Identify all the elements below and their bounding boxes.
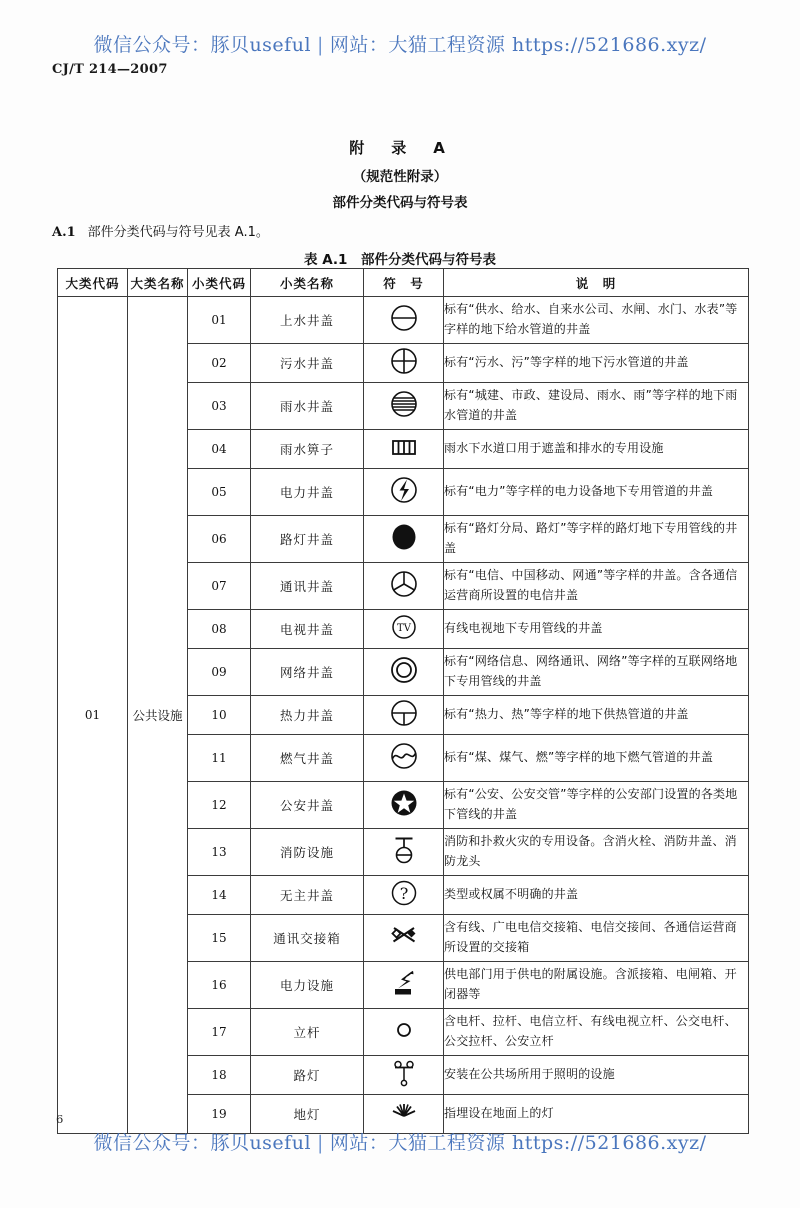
sub-name-cell: 通讯井盖 (251, 563, 364, 610)
description-cell: 有线电视地下专用管线的井盖 (444, 610, 749, 649)
symbol-cell (364, 516, 444, 563)
table-body (58, 297, 749, 1134)
description-cell: 标有“电信、中国移动、网通”等字样的井盖。含各通信运营商所设置的电信井盖 (444, 563, 749, 610)
sub-name-cell: 消防设施 (251, 829, 364, 876)
codes-table (57, 268, 749, 1134)
circle-star-icon (387, 786, 421, 820)
column-header-major-code: 大类代码 (58, 269, 128, 297)
symbol-cell (364, 649, 444, 696)
description-cell: 标有“煤、煤气、燃”等字样的地下燃气管道的井盖 (444, 735, 749, 782)
appendix-title: 附 录 A (349, 139, 451, 157)
svg-text:?: ? (399, 884, 408, 903)
sub-name-cell: 立杆 (251, 1009, 364, 1056)
circle-hatched-icon (387, 387, 421, 421)
sub-code-cell: 07 (188, 563, 251, 610)
power-box-bolt-icon (387, 966, 421, 1000)
symbol-cell (364, 915, 444, 962)
column-header-sub-code: 小类代码 (188, 269, 251, 297)
symbol-cell (364, 782, 444, 829)
description-cell: 标有“路灯分局、路灯”等字样的路灯地下专用管线的井盖 (444, 516, 749, 563)
description-cell: 含有线、广电电信交接箱、电信交接间、各通信运营商所设置的交接箱 (444, 915, 749, 962)
sub-name-cell: 网络井盖 (251, 649, 364, 696)
sub-code-cell: 16 (188, 962, 251, 1009)
crossed-diamonds-icon (387, 919, 421, 953)
clause-a1 (52, 221, 269, 240)
description-cell: 安装在公共场所用于照明的设施 (444, 1056, 749, 1095)
circle-question-icon (387, 876, 421, 910)
sub-code-cell: 12 (188, 782, 251, 829)
column-header-sub-name: 小类名称 (251, 269, 364, 297)
sub-code-cell: 05 (188, 469, 251, 516)
sub-code-cell: 09 (188, 649, 251, 696)
grate-icon (387, 430, 421, 464)
description-cell: 消防和扑救火灾的专用设备。含消火栓、消防井盖、消防龙头 (444, 829, 749, 876)
filled-circle-icon (387, 520, 421, 554)
small-circle-icon (387, 1013, 421, 1047)
watermark-wechat: 微信公众号：豚贝useful (93, 34, 312, 56)
codes-table-wrapper (57, 268, 748, 1134)
description-cell: 类型或权属不明确的井盖 (444, 876, 749, 915)
description-cell: 标有“网络信息、网络通讯、网络”等字样的互联网络地下专用管线的井盖 (444, 649, 749, 696)
sub-name-cell: 无主井盖 (251, 876, 364, 915)
sub-code-cell: 17 (188, 1009, 251, 1056)
sub-name-cell: 路灯井盖 (251, 516, 364, 563)
sub-name-cell: 路灯 (251, 1056, 364, 1095)
watermark-site: 网站：大猫工程资源 (329, 1132, 506, 1154)
table-row (58, 297, 749, 344)
symbol-cell (364, 563, 444, 610)
description-cell: 供电部门用于供电的附属设施。含派接箱、电闸箱、开闭器等 (444, 962, 749, 1009)
sub-code-cell: 18 (188, 1056, 251, 1095)
sub-name-cell: 地灯 (251, 1095, 364, 1134)
street-lamp-icon (387, 1056, 421, 1090)
circle-cross-icon (387, 344, 421, 378)
sub-code-cell: 02 (188, 344, 251, 383)
watermark-wechat: 微信公众号：豚贝useful (93, 1132, 312, 1154)
description-cell: 标有“热力、热”等字样的地下供热管道的井盖 (444, 696, 749, 735)
circle-hline-icon (387, 301, 421, 335)
sub-name-cell: 污水井盖 (251, 344, 364, 383)
ground-light-icon (387, 1095, 421, 1129)
description-cell: 含电杆、拉杆、电信立杆、有线电视立杆、公交电杆、公交拉杆、公安立杆 (444, 1009, 749, 1056)
symbol-cell (364, 610, 444, 649)
watermark-url: https://521686.xyz/ (511, 34, 707, 56)
sub-name-cell: 电视井盖 (251, 610, 364, 649)
description-cell: 指埋设在地面上的灯 (444, 1095, 749, 1134)
clause-text: 部件分类代码与符号见表 A.1。 (87, 225, 269, 240)
sub-code-cell: 15 (188, 915, 251, 962)
circle-tristar-icon (387, 567, 421, 601)
sub-name-cell: 燃气井盖 (251, 735, 364, 782)
description-cell: 雨水下水道口用于遮盖和排水的专用设施 (444, 430, 749, 469)
appendix-name: 部件分类代码与符号表 (332, 195, 468, 211)
symbol-cell (364, 344, 444, 383)
circle-wave-icon (387, 739, 421, 773)
svg-text:TV: TV (396, 623, 411, 634)
sub-name-cell: 电力设施 (251, 962, 364, 1009)
watermark-top (0, 30, 800, 57)
sub-code-cell: 01 (188, 297, 251, 344)
symbol-cell (364, 962, 444, 1009)
symbol-cell (364, 469, 444, 516)
circle-tbar-icon (387, 696, 421, 730)
symbol-cell (364, 1009, 444, 1056)
circle-tv-icon (387, 610, 421, 644)
watermark-url: https://521686.xyz/ (511, 1132, 707, 1154)
description-cell: 标有“城建、市政、建设局、雨水、雨”等字样的地下雨水管道的井盖 (444, 383, 749, 430)
clause-number: A.1 (52, 225, 76, 240)
watermark-bottom (0, 1128, 800, 1155)
standard-code: CJ/T 214—2007 (52, 62, 168, 77)
hydrant-icon (387, 833, 421, 867)
sub-name-cell: 雨水井盖 (251, 383, 364, 430)
description-cell: 标有“供水、给水、自来水公司、水闸、水门、水表”等字样的地下给水管道的井盖 (444, 297, 749, 344)
sub-name-cell: 上水井盖 (251, 297, 364, 344)
symbol-cell (364, 696, 444, 735)
column-header-major-name: 大类名称 (128, 269, 188, 297)
sub-code-cell: 19 (188, 1095, 251, 1134)
table-caption: 表 A.1 部件分类代码与符号表 (304, 252, 496, 268)
symbol-cell (364, 297, 444, 344)
sub-code-cell: 14 (188, 876, 251, 915)
sub-code-cell: 03 (188, 383, 251, 430)
description-cell: 标有“电力”等字样的电力设备地下专用管道的井盖 (444, 469, 749, 516)
sub-code-cell: 10 (188, 696, 251, 735)
sub-name-cell: 热力井盖 (251, 696, 364, 735)
symbol-cell (364, 829, 444, 876)
symbol-cell (364, 735, 444, 782)
circle-bolt-icon (387, 473, 421, 507)
symbol-cell (364, 876, 444, 915)
column-header-description: 说 明 (444, 269, 749, 297)
sub-name-cell: 公安井盖 (251, 782, 364, 829)
sub-name-cell: 电力井盖 (251, 469, 364, 516)
sub-name-cell: 通讯交接箱 (251, 915, 364, 962)
sub-name-cell: 雨水箅子 (251, 430, 364, 469)
symbol-cell (364, 430, 444, 469)
watermark-separator: | (317, 1132, 324, 1154)
sub-code-cell: 04 (188, 430, 251, 469)
table-header-row (58, 269, 749, 297)
major-name-cell: 公共设施 (128, 297, 188, 1134)
description-cell: 标有“污水、污”等字样的地下污水管道的井盖 (444, 344, 749, 383)
symbol-cell (364, 1056, 444, 1095)
table-head (58, 269, 749, 297)
symbol-cell (364, 383, 444, 430)
major-code-cell: 01 (58, 297, 128, 1134)
appendix-subtitle: （规范性附录） (352, 169, 448, 185)
column-header-symbol: 符 号 (364, 269, 444, 297)
double-circle-icon (387, 653, 421, 687)
sub-code-cell: 13 (188, 829, 251, 876)
description-cell: 标有“公安、公安交管”等字样的公安部门设置的各类地下管线的井盖 (444, 782, 749, 829)
watermark-site: 网站：大猫工程资源 (329, 34, 506, 56)
page-number: 6 (56, 1112, 64, 1126)
sub-code-cell: 11 (188, 735, 251, 782)
sub-code-cell: 06 (188, 516, 251, 563)
watermark-separator: | (317, 34, 324, 56)
sub-code-cell: 08 (188, 610, 251, 649)
